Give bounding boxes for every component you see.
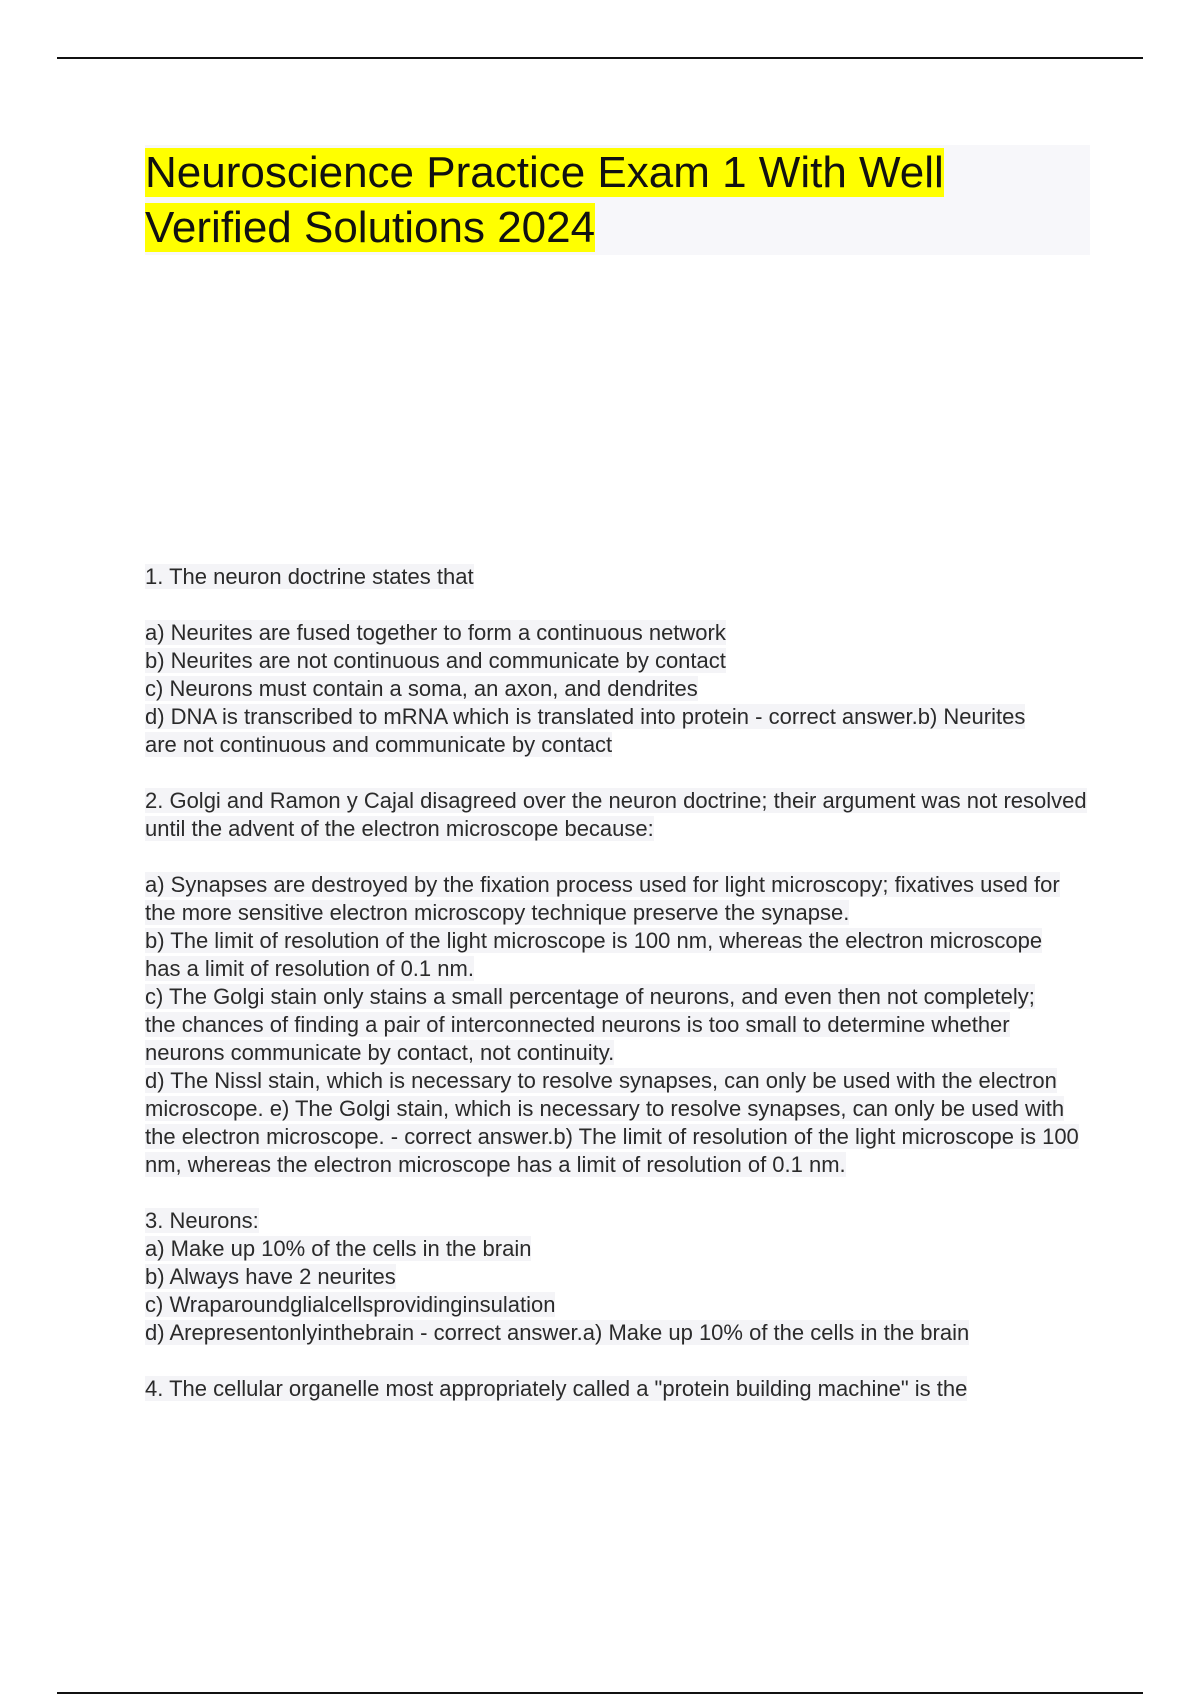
answer-option: b) Neurites are not continuous and communicate by contact	[145, 648, 726, 673]
answer-option: c) Wraparoundglialcellsprovidinginsulation	[145, 1292, 556, 1317]
answer-option: b) The limit of resolution of the light microscope is 100 nm, whereas the electron microscope has a limit of resolution of 0.1 nm.	[145, 928, 1043, 981]
answer-option: a) Neurites are fused together to form a continuous network	[145, 620, 726, 645]
answer-option: d) The Nissl stain, which is necessary to resolve synapses, can only be used with the electron microscope. e) The Golgi stain, which is necessary to resolve synapses, can only be used with the electron microscope. - correct answer.b) The limit of resolution of the light microscope is 100 nm, whereas the electron microscope has a limit of resolution of 0.1 nm.	[145, 1068, 1079, 1177]
question-4	[145, 1375, 1085, 1403]
answer-option: a) Make up 10% of the cells in the brain	[145, 1236, 532, 1261]
header-rule	[57, 57, 1143, 59]
question-1	[145, 563, 1085, 759]
question-2	[145, 787, 1085, 1179]
question-list	[145, 563, 1085, 1403]
footer-rule	[57, 1692, 1143, 1694]
answer-option: c) Neurons must contain a soma, an axon, and dendrites	[145, 676, 698, 701]
question-stem: 4. The cellular organelle most appropriately called a "protein building machine" is the	[145, 1376, 968, 1401]
question-stem: 3. Neurons:	[145, 1208, 259, 1233]
question-3	[145, 1207, 1085, 1347]
answer-option: d) Arepresentonlyinthebrain - correct answer.a) Make up 10% of the cells in the brain	[145, 1320, 970, 1345]
question-stem: 1. The neuron doctrine states that	[145, 564, 474, 589]
question-stem: 2. Golgi and Ramon y Cajal disagreed over the neuron doctrine; their argument was not resolved until the advent of the electron microscope because:	[145, 788, 1087, 841]
answer-option: a) Synapses are destroyed by the fixation process used for light microscopy; fixatives used for the more sensitive electron microscopy technique preserve the synapse.	[145, 872, 1060, 925]
answer-option: c) The Golgi stain only stains a small percentage of neurons, and even then not completely; the chances of finding a pair of interconnected neurons is too small to determine whether neurons communicate by contact, not continuity.	[145, 984, 1035, 1065]
answer-option: b) Always have 2 neurites	[145, 1264, 396, 1289]
document-title: Neuroscience Practice Exam 1 With Well Verified Solutions 2024	[145, 148, 944, 252]
answer-option: d) DNA is transcribed to mRNA which is translated into protein - correct answer.b) Neurites are not continuous and communicate by contact	[145, 704, 1026, 757]
title-block	[145, 145, 1090, 255]
